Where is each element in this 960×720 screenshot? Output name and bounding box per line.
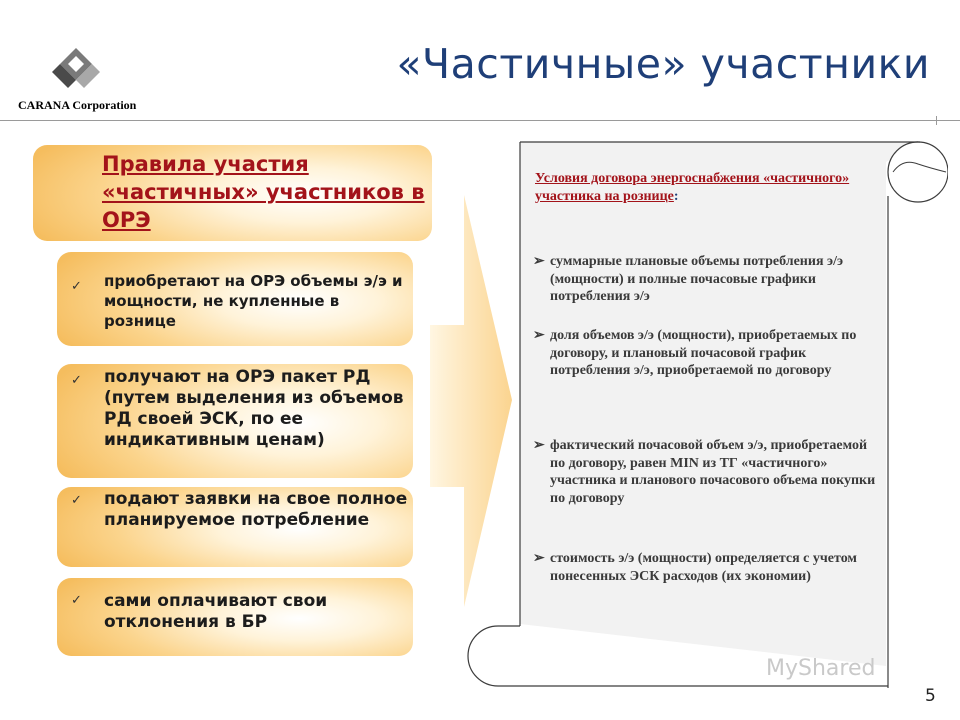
condition-text-4: стоимость э/э (мощности) определяется с учетом понесенных ЭСК расходов (их экономии) (550, 551, 857, 584)
rule-bullet-1: приобретают на ОРЭ объемы э/э и мощности, не купленные в рознице (104, 272, 403, 330)
rule-bullet-4: сами оплачивают свои отклонения в БР (104, 591, 328, 632)
arrow-head-icon: ➢ (533, 254, 545, 269)
check-icon: ✓ (71, 493, 82, 508)
carana-logo-icon (44, 46, 108, 96)
conditions-title-colon: : (673, 189, 679, 204)
condition-item-3 (533, 437, 878, 507)
header-divider (0, 120, 960, 121)
page-number: 5 (925, 686, 936, 706)
check-icon: ✓ (71, 373, 82, 388)
scroll-shape (458, 136, 948, 692)
condition-text-1: суммарные плановые объемы потребления э/э (мощности) и полные почасовые графики потребления э/э (550, 254, 844, 305)
arrow-head-icon: ➢ (533, 551, 545, 566)
arrow-head-icon: ➢ (533, 438, 545, 453)
condition-item-2 (533, 327, 878, 380)
condition-item-1 (533, 253, 878, 306)
page-title: «Частичные» участники (396, 40, 930, 88)
check-icon: ✓ (71, 593, 82, 608)
condition-item-4 (533, 550, 878, 585)
conditions-title (535, 170, 865, 206)
conditions-title-text: Условия договора энергоснабжения «частичного» участника на рознице (535, 171, 850, 204)
header-divider-end (936, 116, 937, 125)
rule-bullet-3: подают заявки на свое полное планируемое потребление (104, 489, 408, 530)
logo-text: CARANA Corporation (18, 98, 137, 112)
rule-bullet-2: получают на ОРЭ пакет РД (путем выделения из объемов РД своей ЭСК, по ее индикативным ценам) (104, 367, 404, 450)
rules-title: Правила участия «частичных» участников в ОРЭ (102, 152, 425, 232)
condition-text-2: доля объемов э/э (мощности), приобретаемых по договору, и плановый почасовой график потребления э/э, приобретаемой по договору (550, 328, 857, 379)
check-icon: ✓ (71, 279, 82, 294)
arrow-head-icon: ➢ (533, 328, 545, 343)
condition-text-3: фактический почасовой объем э/э, приобретаемой по договору, равен MIN из ТГ «частичного» участника и планового почасового объема покупки по договору (550, 438, 876, 506)
watermark: MyShared (766, 656, 876, 681)
